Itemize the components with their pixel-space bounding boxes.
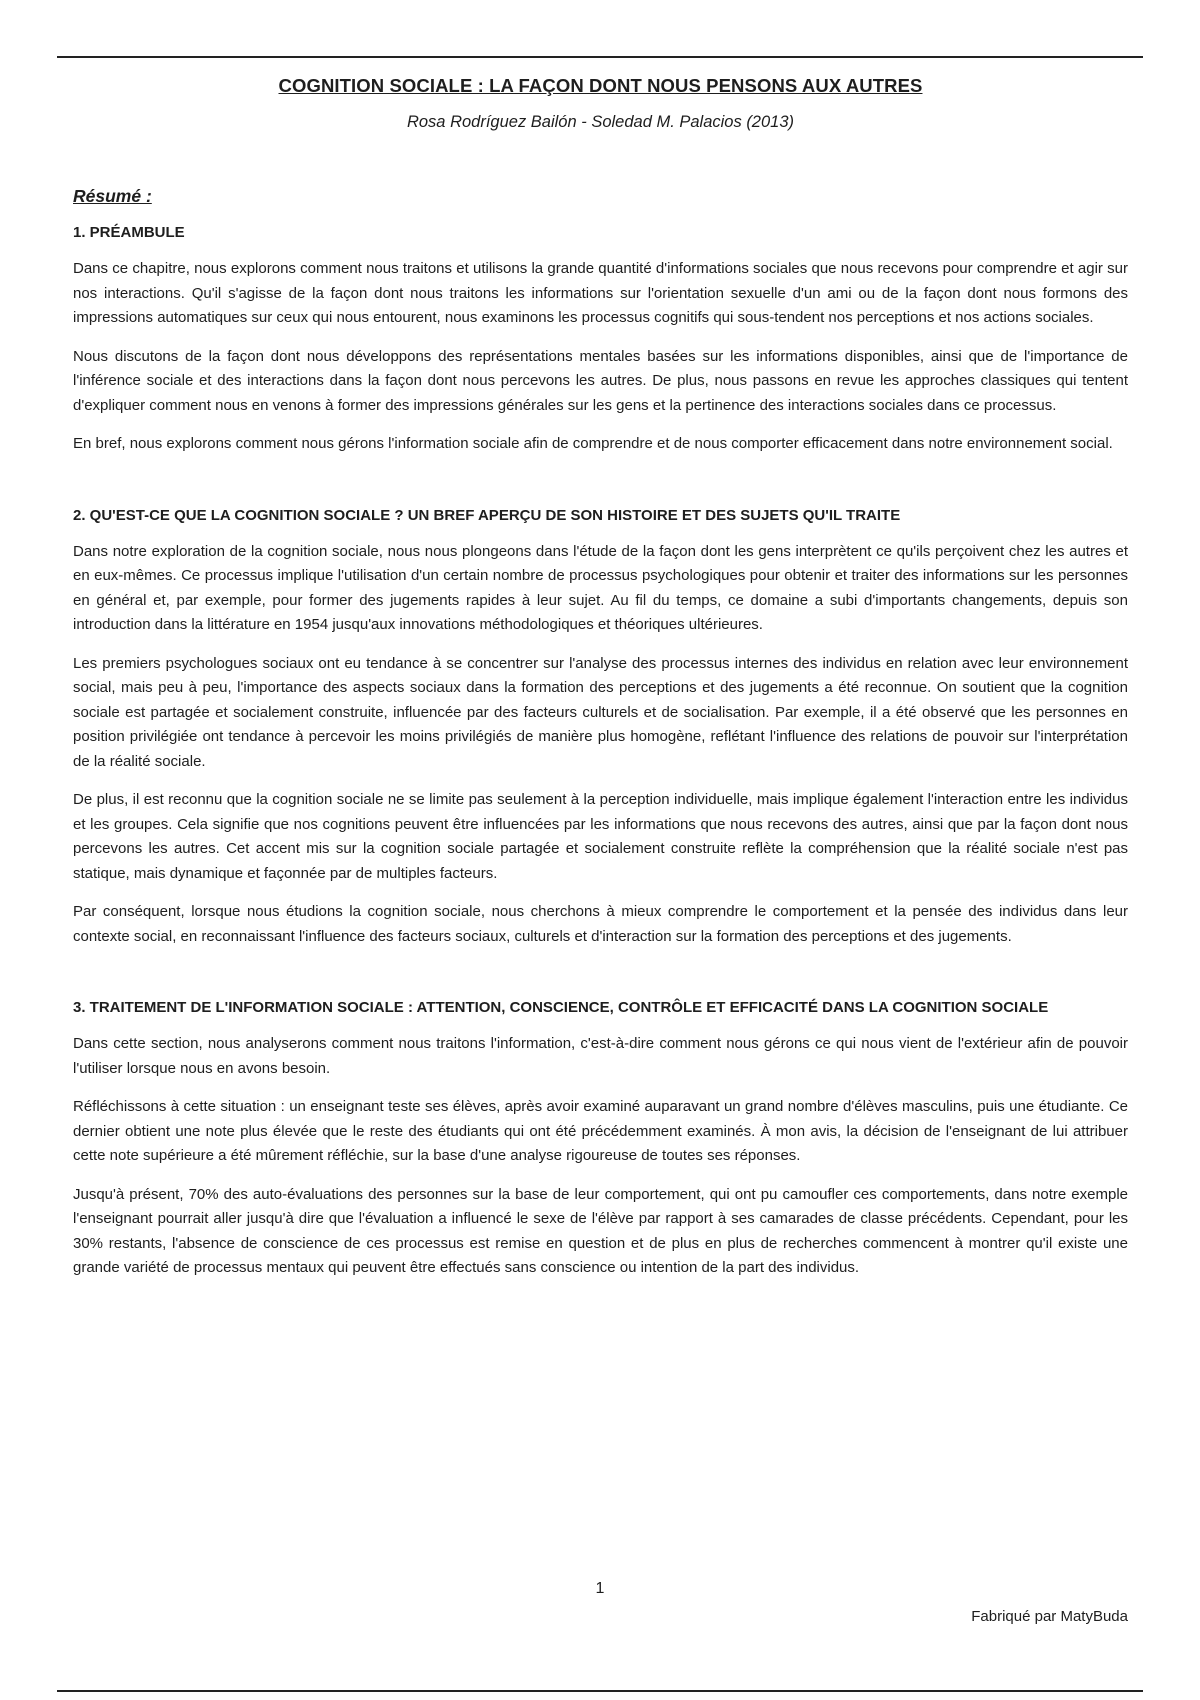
paragraph: De plus, il est reconnu que la cognition sociale ne se limite pas seulement à la perception individuelle, mais implique également l'interaction entre les individus et les groupes. Cela signifie que nos cognitions peuvent être influencées par les informations que nous recevons des autres, ainsi que par la façon dont nous percevons les autres. Cet accent mis sur la cognition sociale partagée et socialement construite reflète la compréhension que la réalité sociale n'est pas statique, mais dynamique et façonnée par de multiples facteurs. [73, 791, 1128, 882]
paragraph: Réfléchissons à cette situation : un enseignant teste ses élèves, après avoir examiné auparavant un grand nombre d'élèves masculins, puis une étudiante. Ce dernier obtient une note plus élevée que le reste des étudiants qui ont été précédemment examinés. À mon avis, la décision de l'enseignant de lui attribuer cette note supérieure a été mûrement réfléchie, sur la base d'une analyse rigoureuse de toutes ses réponses. [73, 1098, 1128, 1164]
page-number: 1 [595, 1580, 605, 1597]
paragraph: En bref, nous explorons comment nous gérons l'information sociale afin de comprendre et de nous comporter efficacement dans notre environnement social. [73, 435, 1113, 452]
section-cognition-sociale [73, 506, 1128, 950]
document-authors: Rosa Rodríguez Bailón - Soledad M. Palacios (2013) [406, 113, 795, 131]
document-title: COGNITION SOCIALE : LA FAÇON DONT NOUS PENSONS AUX AUTRES [278, 75, 923, 96]
paragraph: Jusqu'à présent, 70% des auto-évaluations des personnes sur la base de leur comportement, qui ont pu camoufler ces comportements, dans notre exemple l'enseignant pourrait aller jusqu'à dire que l'évaluation a influencé le sexe de l'élève par rapport à ses camarades de classe précédents. Cependant, pour les 30% restants, l'absence de conscience de ces processus est remise en question et de plus en plus de recherches commencent à montrer qu'il existe une grande variété de processus mentaux qui peuvent être effectués sans conscience ou intention de la part des individus. [73, 1185, 1128, 1276]
paragraph: Les premiers psychologues sociaux ont eu tendance à se concentrer sur l'analyse des processus internes des individus en relation avec leur environnement social, mais peu à peu, l'importance des aspects sociaux dans la formation des perceptions et des jugements a été reconnue. On soutient que la cognition sociale est partagée et socialement construite, influencée par des facteurs culturels et de socialisation. Par exemple, il a été observé que les personnes en position privilégiée ont tendance à percevoir les moins privilégiés de manière plus homogène, reflétant l'influence des relations de pouvoir sur l'interprétation de la réalité sociale. [73, 654, 1128, 770]
section-preambule [73, 223, 1128, 457]
paragraph: Nous discutons de la façon dont nous développons des représentations mentales basées sur les informations disponibles, ainsi que de l'importance de l'inférence sociale et des interactions dans la façon dont nous percevons les autres. De plus, nous passons en revue les approches classiques qui tentent d'expliquer comment nous en venons à former des impressions générales sur les gens et la pertinence des interactions sociales dans ce processus. [73, 347, 1128, 414]
paragraph: Dans notre exploration de la cognition sociale, nous nous plongeons dans l'étude de la façon dont les gens interprètent ce qu'ils perçoivent chez les autres et en eux-mêmes. Ce processus implique l'utilisation d'un certain nombre de processus psychologiques pour obtenir et traiter des informations sur les personnes en général et, par exemple, pour former des jugements rapides à leur sujet. Au fil du temps, ce domaine a subi d'importants changements, depuis son introduction dans la littérature en 1954 jusqu'aux innovations méthodologiques et théoriques ultérieures. [73, 542, 1128, 633]
section-traitement-information [73, 998, 1128, 1281]
section-heading: 3. TRAITEMENT DE L'INFORMATION SOCIALE : ATTENTION, CONSCIENCE, CONTRÔLE ET EFFICACITÉ DANS LA COGNITION SOCIALE [73, 999, 1049, 1016]
paragraph: Dans cette section, nous analyserons comment nous traitons l'information, c'est-à-dire comment nous gérons ce qui nous vient de l'extérieur afin de pouvoir l'utiliser lorsque nous en avons besoin. [73, 1035, 1128, 1077]
paragraph: Dans ce chapitre, nous explorons comment nous traitons et utilisons la grande quantité d'informations sociales que nous recevons pour comprendre et agir sur nos interactions. Qu'il s'agisse de la façon dont nous traitons les informations sur l'orientation sexuelle d'un ami ou de la façon dont nous formons des impressions automatiques sur ceux qui nous entourent, nous examinons les processus cognitifs qui sous-tendent nos perceptions et nos actions sociales. [73, 260, 1128, 326]
document-page [73, 74, 1128, 1281]
section-heading: 2. QU'EST-CE QUE LA COGNITION SOCIALE ? UN BREF APERÇU DE SON HISTOIRE ET DES SUJETS QU'IL TRAITE [73, 506, 901, 524]
section-heading: 1. PRÉAMBULE [73, 224, 185, 241]
resume-label: Résumé : [73, 186, 152, 206]
footer-credit: Fabriqué par MatyBuda [971, 1608, 1128, 1625]
bottom-rule [57, 1690, 1143, 1692]
paragraph: Par conséquent, lorsque nous étudions la cognition sociale, nous cherchons à mieux comprendre le comportement et la pensée des individus dans leur contexte social, en reconnaissant l'influence des facteurs sociaux, culturels et d'interaction sur la formation des perceptions et des jugements. [73, 903, 1128, 945]
top-rule [57, 56, 1143, 58]
